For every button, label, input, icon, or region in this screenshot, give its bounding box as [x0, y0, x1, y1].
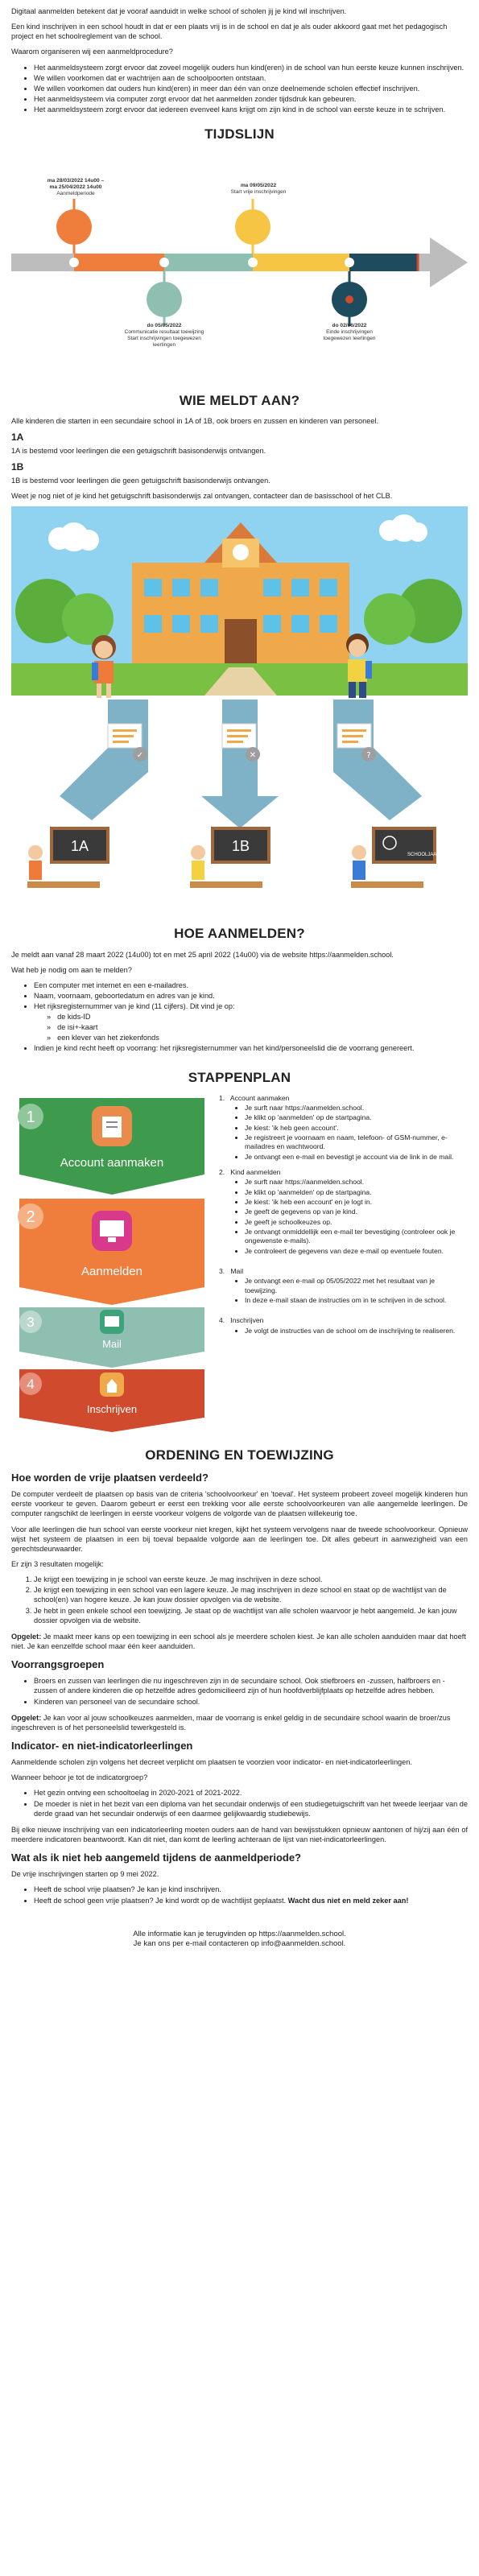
results-list [11, 1575, 468, 1625]
milestone-2: ma 09/05/2022 Start vrije inschrijvingen [230, 182, 287, 195]
svg-text:1: 1 [26, 1108, 35, 1126]
list-item: • Kinderen van personeel van de secundaire school. [34, 1697, 468, 1707]
list-item: • Het rijksregisternummer van je kind (11 cijfers). Dit vind je op: » de kids-ID » de isi+-kaart » een klever van het ziekenfonds [34, 1001, 468, 1042]
svg-text:Inschrijven: Inschrijven [86, 1402, 138, 1415]
list-item: • Naam, voornaam, geboortedatum en adres van je kind. [34, 991, 468, 1001]
after-list [11, 1885, 468, 1905]
order-p1: De computer verdeelt de plaatsen op basis van de criteria 'schoolvoorkeur' en 'toeval'. Het systeem probeert zoveel mogelijk kinderen hun eerste voorkeur te geven. Daarom gebeurt er eerst een trekking voor alle eerste schoolvoorkeuren van alle aangemelde leerlingen. De computer rangschikt de leerlingen in eerste voorkeur volgens de volgorde van de plaatsen willekeurig toe. [11, 1490, 468, 1518]
order-title: ORDENING EN TOEWIJZING [145, 1447, 334, 1463]
list-item: • Het aanmeldsysteem via computer zorgt ervoor dat het aanmelden zonder tijdsdruk kan gebeuren. [34, 94, 468, 104]
timeline-title: TIJDSLIJN [204, 126, 275, 142]
how-title: HOE AANMELDEN? [174, 926, 305, 942]
svg-text:Aanmelden: Aanmelden [81, 1264, 142, 1278]
intro-p2: Een kind inschrijven in een school houdt in dat er een plaats vrij is in de school en dat je als ouder akkoord gaat met het pedagogisch project en het schoolreglement van de school. [11, 23, 448, 41]
segment-sage [164, 254, 253, 271]
list-item: • In deze e-mail staan de instructies om in te schrijven in de school. [245, 1296, 468, 1305]
svg-text:3: 3 [27, 1314, 35, 1330]
indicator-p3: Bij elke nieuwe inschrijving van een indicatorleerling moeten ouders aan de hand van bewijsstukken opnieuw aantonen of hij/zij aan één of meerdere indicatoren beantwoordt. Kan dit niet, dan komt de leerling achteraan de lijst van niet-indicatorleerlingen. [11, 1825, 468, 1843]
arrow-head-icon [430, 237, 468, 287]
segment-yellow [253, 254, 349, 271]
steps-section [11, 1094, 468, 1432]
list-item: • Een computer met internet en een e-mailadres. [34, 980, 468, 990]
after-p: De vrije inschrijvingen starten op 9 mei 2022. [11, 1870, 159, 1879]
milestone-dot [235, 209, 270, 245]
intro-p1: Digitaal aanmelden betekent dat je vooraf aanduidt in welke school of scholen jij je kind wil inschrijven. [11, 7, 347, 15]
svg-text:1A: 1A [70, 838, 89, 855]
order-p3: Er zijn 3 resultaten mogelijk: [11, 1559, 104, 1568]
step-3: 3. Mail • Je ontvangt een e-mail op 05/05/2022 met het resultaat van je toewijzing. • In deze e-mail staan de instructies om in te schrijven in de school. [219, 1267, 468, 1305]
segment-navy [349, 254, 418, 271]
indicator-list [11, 1788, 468, 1818]
steps-title: STAPPENPLAN [188, 1070, 291, 1086]
arrows [60, 700, 422, 828]
school-illustration [11, 506, 468, 917]
list-item: • We willen voorkomen dat er wachtrijen aan de schoolpoorten ontstaan. [34, 73, 468, 83]
list-item: » de kids-ID [58, 1012, 468, 1022]
who-p1: Alle kinderen die starten in een secundaire school in 1A of 1B, ook broers en zussen en kinderen van personeel. [11, 417, 379, 426]
footer-line-1: Alle informatie kan je terugvinden op https://aanmelden.school. [133, 1929, 346, 1938]
list-item: • Indien je kind recht heeft op voorrang: het rijksregisternummer van het kind/personeelslid die de voorrang genereert. [34, 1043, 468, 1053]
heading-1a: 1A [11, 431, 24, 444]
how-p2: Wat heb je nodig om aan te melden? [11, 965, 132, 974]
list-item: 1. Je krijgt een toewijzing in je school van eerste keuze. Je mag inschrijven in deze school. [34, 1575, 468, 1584]
list-item: • Je registreert je voornaam en naam, telefoon- of GSM-nummer, e-mailadres en wachtwoord. [245, 1133, 468, 1152]
who-p1a: 1A is bestemd voor leerlingen die een getuigschrift basisonderwijs ontvangen. [11, 447, 266, 456]
heading-after: Wat als ik niet heb aangemeld tijdens de aanmeldperiode? [11, 1852, 301, 1864]
list-item: » de isi+-kaart [58, 1022, 468, 1032]
milestone-dot [147, 282, 182, 317]
milestone-1: ma 28/03/2022 14u00 – ma 25/04/2022 14u00 Aanmeldperiode [47, 177, 105, 197]
list-item: • Je kiest: 'ik heb geen account'. [245, 1124, 468, 1133]
list-item: • Je geeft je schoolkeuzes op. [245, 1218, 468, 1227]
reasons-list [11, 63, 468, 115]
classroom-1b [190, 828, 269, 888]
milestone-4: do 02/06/2022 Einde inschrijvingen toegewezen leerlingen [323, 322, 376, 342]
svg-text:4: 4 [27, 1376, 35, 1392]
list-item: • Het aanmeldsysteem zorgt ervoor dat zoveel mogelijk ouders hun kind(eren) in de school van hun eerste keuze kunnen inschrijven. [34, 63, 468, 72]
list-item: 3. Je hebt in geen enkele school een toewijzing. Je staat op de wachtlijst van alle scholen waarvoor je hebt aangemeld. Je kan jouw dossier opvolgen via de website. [34, 1606, 468, 1625]
svg-text:✕: ✕ [249, 751, 257, 761]
footer [11, 1930, 468, 1950]
list-item: • Het gezin ontving een schooltoelag in 2020-2021 of 2021-2022. [34, 1788, 468, 1798]
who-p2: Weet je nog niet of je kind het getuigschrift basisonderwijs zal ontvangen, contacteer dan de basisschool of het CLB. [11, 492, 393, 501]
timeline [11, 151, 468, 384]
priority-note: Opgelet: Je kan voor al jouw schoolkeuzes aanmelden, maar de voorrang is enkel geldig in de secundaire school waarin de broer/zus ingeschreven is of het personeelslid tewerkgesteld is. [11, 1713, 451, 1732]
svg-text:Mail: Mail [102, 1337, 122, 1350]
list-item: • Heeft de school vrije plaatsen? Je kan je kind inschrijven. [34, 1885, 468, 1894]
milestone-3: do 05/05/2022 Communicatie resultaat toewijzing Start inschrijvingen toegewezen leerlingen [124, 322, 204, 349]
svg-text:SCHOOLJAAR: SCHOOLJAAR [407, 852, 440, 858]
classroom-1a [27, 828, 108, 888]
list-item: • Heeft de school geen vrije plaatsen? Je kind wordt op de wachtlijst geplaatst. Wacht dus niet en meld zeker aan! [34, 1896, 468, 1905]
order-note: Opgelet: Je maakt meer kans op een toewijzing in een school als je meerdere scholen kiest. Je kan alle scholen aanduiden maar dat hoeft niet. Je kan eenzelfde school maar één keer aanduiden. [11, 1632, 466, 1650]
heading-1b: 1B [11, 461, 24, 473]
list-item: • Je geeft de gegevens op van je kind. [245, 1208, 468, 1216]
list-item: • Je surft naar https://aanmelden.school. [245, 1104, 468, 1113]
list-item: • Je ontvangt een e-mail en bevestigt je account via de link in de mail. [245, 1153, 468, 1162]
svg-text:2: 2 [26, 1208, 35, 1226]
who-title: WIE MELDT AAN? [179, 392, 300, 408]
list-item: • Het aanmeldsysteem zorgt ervoor dat iedereen evenveel kans krijgt om zijn kind in de school van eerste keuze in te schrijven. [34, 105, 468, 114]
needs-list [11, 980, 468, 1053]
svg-text:Account aanmaken: Account aanmaken [60, 1155, 164, 1170]
who-p1b: 1B is bestemd voor leerlingen die geen getuigschrift basisonderwijs ontvangen. [11, 477, 270, 485]
intro-p3: Waarom organiseren wij een aanmeldprocedure? [11, 47, 173, 56]
list-item: • Je kiest: 'ik heb een account' en je logt in. [245, 1198, 468, 1207]
list-item: • We willen voorkomen dat ouders hun kind(eren) in meer dan één van onze deelnemende scholen effectief inschrijven. [34, 84, 468, 93]
segment-orange [74, 254, 164, 271]
list-item: • Je ontvangt een e-mail op 05/05/2022 met het resultaat van je toewijzing. [245, 1277, 468, 1295]
list-item: • Je klikt op 'aanmelden' op de startpagina. [245, 1113, 468, 1122]
heading-indicator: Indicator- en niet-indicatorleerlingen [11, 1739, 193, 1752]
priority-list [11, 1676, 468, 1706]
steps-graphic [11, 1094, 213, 1432]
order-p2: Voor alle leerlingen die hun school van eerste voorkeur niet kregen, kijkt het systeem vervolgens naar de tweede schoolvoorkeur. Opnieuw wijst het systeem de plaatsen in een bij toeval bepaalde volgorde aan de leerlingen toe. Dit alles gebeurt in aanwezigheid van een gerechtsdeurwaarder. [11, 1525, 468, 1553]
list-item: • Je ontvangt onmiddellijk een e-mail ter bevestiging (controleer ook je ongewenste e-mails). [245, 1228, 468, 1246]
milestone-dot [56, 209, 92, 245]
svg-text:1B: 1B [231, 838, 250, 855]
step-1: 1. Account aanmaken • Je surft naar https://aanmelden.school. • Je klikt op 'aanmelden' op de startpagina. • Je kiest: 'ik heb geen account'. • Je registreert je voornaam en naam, telefoon- of GSM-nummer, e-mailadres en wachtwoord. • Je ontvangt een e-mail en bevestigt je account via de link in de mail. [219, 1094, 468, 1162]
footer-line-2: Je kan ons per e-mail contacteren op info@aanmelden.school. [133, 1939, 346, 1949]
step-4: 4. Inschrijven • Je volgt de instructies van de school om de inschrijving te realiseren. [219, 1316, 468, 1335]
list-item: • De moeder is niet in het bezit van een diploma van het secundair onderwijs of een studiegetuigschrift van het tweede leerjaar van de derde graad van het secundair onderwijs of een daarmee gelijkwaardig studiebewijs. [34, 1799, 468, 1818]
id-sublist [34, 1012, 468, 1042]
list-item: 2. Je krijgt een toewijzing in een school van een lagere keuze. Je mag inschrijven in deze school en staat op de wachtlijst van de school(en) van hogere keuze. Je kan jouw dossier opvolgen via de website. [34, 1585, 468, 1604]
list-item: • Je surft naar https://aanmelden.school. [245, 1178, 468, 1187]
list-item: • Je controleert de gegevens van deze e-mail op eventuele fouten. [245, 1247, 468, 1256]
list-item: • Je volgt de instructies van de school om de inschrijving te realiseren. [245, 1327, 468, 1335]
steps-text [213, 1094, 468, 1432]
heading-free-places: Hoe worden de vrije plaatsen verdeeld? [11, 1471, 209, 1484]
classroom-schooljaar [351, 828, 440, 888]
list-item: • Je klikt op 'aanmelden' op de startpagina. [245, 1188, 468, 1197]
step-2: 2. Kind aanmelden • Je surft naar https://aanmelden.school. • Je klikt op 'aanmelden' op de startpagina. • Je kiest: 'ik heb een account' en je logt in. • Je geeft de gegevens op van je kind. • Je geeft je schoolkeuzes op. • Je ontvangt onmiddellijk een e-mail ter bevestiging (controleer ook je ongewenste e-mails). • Je controleert de gegevens van deze e-mail op eventuele fouten. [219, 1168, 468, 1256]
svg-text:✓: ✓ [136, 751, 144, 761]
heading-priority: Voorrangsgroepen [11, 1658, 105, 1671]
indicator-p1: Aanmeldende scholen zijn volgens het decreet verplicht om plaatsen te voorzien voor indicator- en niet-indicatorleerlingen. [11, 1758, 412, 1767]
list-item: • Broers en zussen van leerlingen die nu ingeschreven zijn in de secundaire school. Ook stiefbroers en -zussen, halfbroers en -zussen of andere kinderen die op hetzelfde adres gedomicilieerd zijn of hun hoofdverblijfplaats op hetzelfde adres hebben. [34, 1676, 468, 1695]
svg-text:?: ? [366, 751, 371, 761]
how-p1: Je meldt aan vanaf 28 maart 2022 (14u00) tot en met 25 april 2022 (14u00) via de website https://aanmelden.school. [11, 950, 394, 959]
list-item: » een klever van het ziekenfonds [58, 1033, 468, 1042]
indicator-p2: Wanneer behoor je tot de indicatorgroep? [11, 1773, 148, 1782]
